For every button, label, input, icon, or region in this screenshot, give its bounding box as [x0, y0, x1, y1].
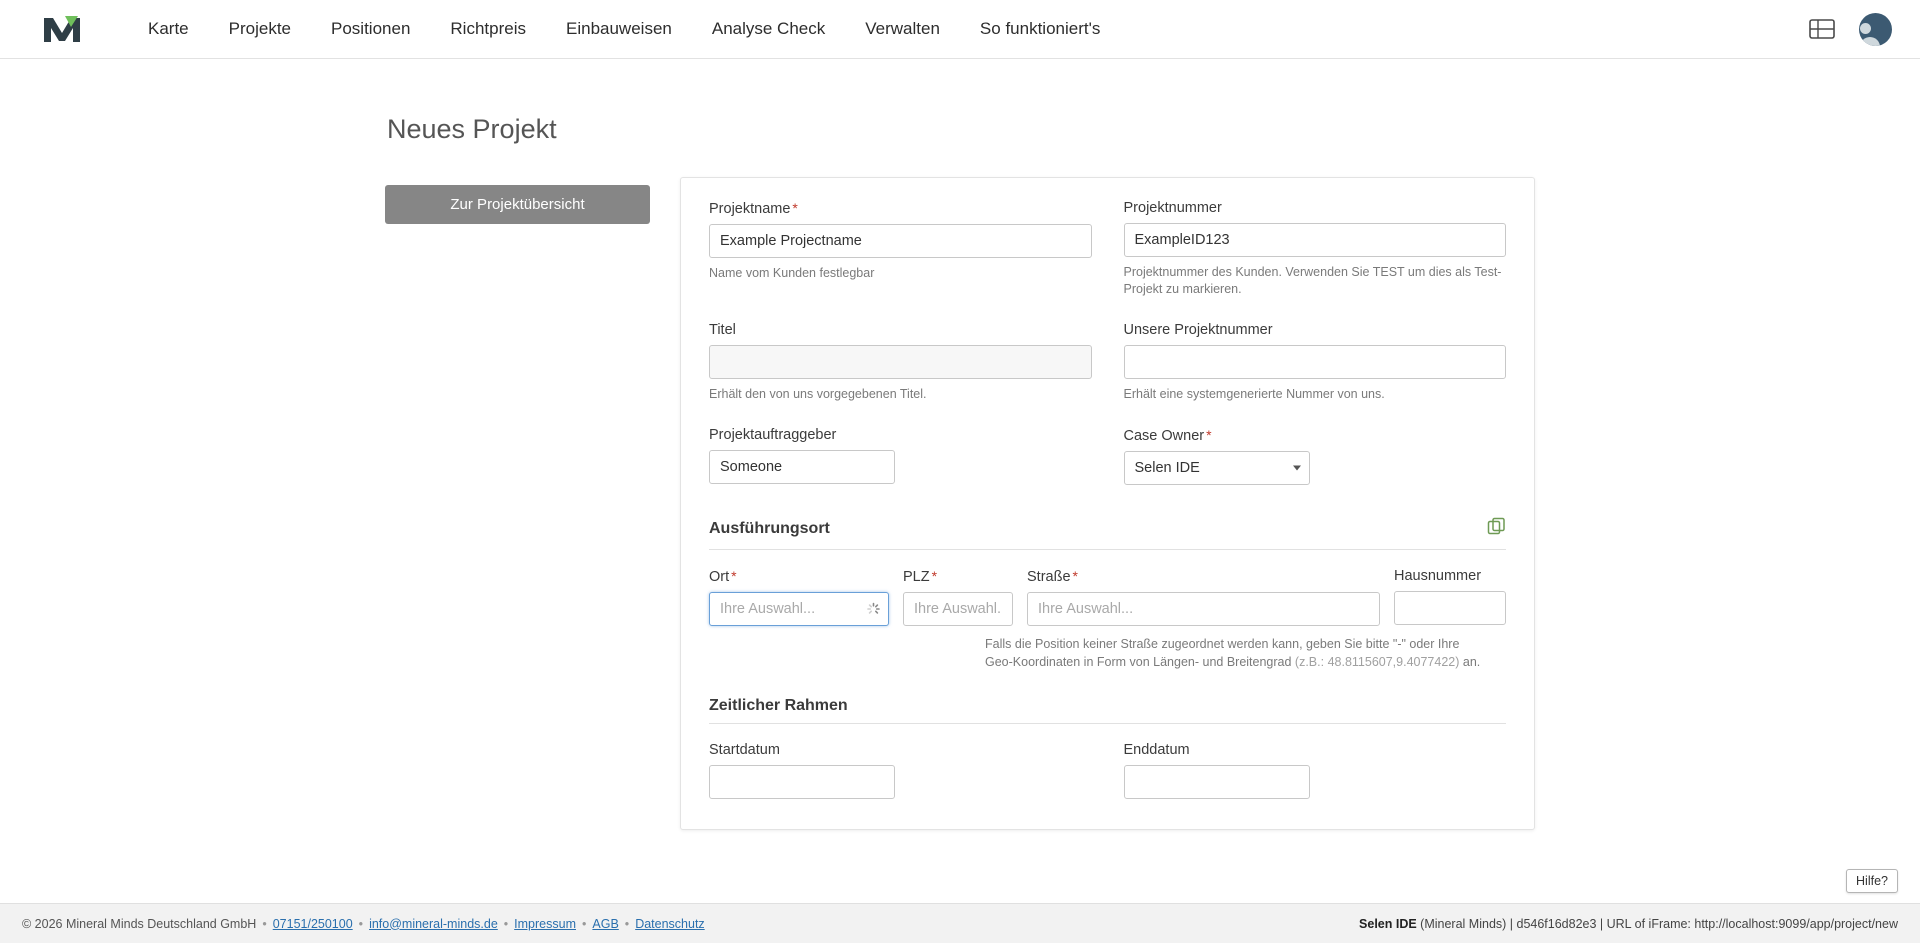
mineral-minds-logo[interactable] [40, 12, 86, 46]
hausnummer-input[interactable] [1394, 591, 1506, 625]
footer-phone-link[interactable]: 07151/250100 [272, 916, 353, 931]
case-owner-selected-value: Selen IDE [1134, 459, 1200, 476]
nav-projekte[interactable]: Projekte [228, 19, 292, 38]
required-marker: * [931, 567, 938, 584]
new-project-form-card [680, 177, 1535, 830]
page-content [385, 59, 1535, 830]
field-unsere-projektnummer [1124, 322, 1507, 403]
case-owner-label [1124, 427, 1507, 444]
unsere-projektnummer-label: Unsere Projektnummer [1123, 321, 1273, 338]
hausnummer-label: Hausnummer [1394, 567, 1482, 584]
zeitlicher-rahmen-section-header [709, 697, 1506, 724]
copy-icon[interactable] [1487, 517, 1506, 541]
nav-richtpreis[interactable]: Richtpreis [450, 19, 526, 38]
footer-separator: • [262, 916, 267, 931]
field-plz [903, 568, 1013, 626]
footer-status [1359, 917, 1898, 931]
sidebar-toggle-icon[interactable] [1807, 14, 1837, 44]
field-titel [709, 322, 1092, 403]
strasse-label-text: Straße [1027, 568, 1071, 585]
page-footer [0, 903, 1920, 943]
ort-label [709, 568, 889, 585]
field-projektname [709, 200, 1092, 298]
user-avatar-icon[interactable] [1859, 13, 1892, 46]
unsere-projektnummer-help: Erhält eine systemgenerierte Nummer von uns. [1123, 386, 1385, 401]
footer-copyright: © 2026 Mineral Minds Deutschland GmbH [22, 916, 257, 931]
startdatum-label: Startdatum [709, 741, 780, 758]
topbar-right-actions [1807, 13, 1892, 46]
footer-email-link[interactable]: info@mineral-minds.de [369, 916, 498, 931]
form-row-3 [709, 427, 1506, 491]
nav-einbauweisen[interactable]: Einbauweisen [566, 19, 672, 38]
enddatum-label: Enddatum [1123, 741, 1190, 758]
field-projektauftraggeber [709, 427, 1092, 485]
strasse-help-example: (z.B.: 48.8115607,9.4077422) [1294, 654, 1460, 669]
projektauftraggeber-label: Projektauftraggeber [709, 426, 837, 443]
projektname-label [709, 200, 1092, 217]
help-badge[interactable]: Hilfe? [1846, 869, 1898, 893]
required-marker: * [792, 200, 798, 216]
ort-label-text: Ort [709, 568, 730, 585]
nav-positionen[interactable]: Positionen [331, 19, 411, 38]
plz-label-text: PLZ [903, 568, 930, 585]
footer-datenschutz-link[interactable]: Datenschutz [635, 916, 705, 931]
nav-verwalten[interactable]: Verwalten [865, 19, 940, 38]
footer-status-details: (Mineral Minds) | d546f16d82e3 | URL of iFrame: http://localhost:9099/app/project/new [1416, 916, 1898, 931]
required-marker: * [731, 567, 737, 584]
plz-input[interactable] [903, 592, 1013, 626]
footer-separator: • [358, 916, 364, 931]
footer-impressum-link[interactable]: Impressum [514, 916, 576, 931]
strasse-input[interactable] [1027, 592, 1380, 626]
address-row [709, 568, 1506, 626]
titel-input[interactable] [709, 345, 1092, 379]
case-owner-select[interactable] [1124, 451, 1310, 485]
left-column [385, 177, 650, 224]
required-marker: * [1206, 426, 1212, 443]
projektnummer-help: Projektnummer des Kunden. Verwenden Sie TEST um dies als Test-Projekt zu markieren. [1123, 265, 1502, 296]
field-hausnummer [1394, 568, 1506, 626]
ausfuehrungsort-title: Ausführungsort [709, 519, 830, 537]
strasse-label [1027, 568, 1380, 585]
titel-label: Titel [709, 321, 736, 338]
zeitlicher-rahmen-title: Zeitlicher Rahmen [709, 696, 848, 714]
nav-karte[interactable]: Karte [148, 19, 189, 38]
startdatum-input[interactable] [709, 765, 895, 799]
field-projektnummer [1124, 200, 1507, 298]
project-overview-button[interactable]: Zur Projektübersicht [385, 185, 650, 224]
enddatum-input[interactable] [1124, 765, 1310, 799]
footer-status-user: Selen IDE [1359, 916, 1417, 931]
case-owner-label-text: Case Owner [1123, 427, 1205, 444]
field-startdatum [709, 742, 1092, 799]
required-marker: * [1072, 567, 1078, 584]
projektname-help: Name vom Kunden festlegbar [709, 266, 875, 280]
footer-separator: • [582, 916, 587, 931]
strasse-help-part1: Falls die Position keiner Straße zugeordnet werden kann, geben Sie bitte "-" oder Ihre Geo-Koordinaten in Form von Längen- und Breitengrad [985, 636, 1460, 669]
field-strasse [1027, 568, 1380, 626]
ort-input[interactable] [709, 592, 889, 626]
strasse-help-part2: an. [1459, 654, 1481, 669]
loading-spinner-icon [867, 602, 880, 615]
chevron-down-icon [1293, 465, 1301, 470]
titel-help: Erhält den von uns vorgegebenen Titel. [709, 386, 927, 401]
form-row-1 [709, 200, 1506, 304]
field-enddatum [1124, 742, 1507, 799]
field-ort [709, 568, 889, 626]
nav-so-funktionierts[interactable]: So funktioniert's [979, 19, 1101, 38]
nav-analyse-check[interactable]: Analyse Check [711, 19, 826, 38]
unsere-projektnummer-input[interactable] [1124, 345, 1507, 379]
footer-separator: • [624, 916, 630, 931]
projektnummer-label: Projektnummer [1123, 200, 1222, 216]
top-navigation-bar [0, 0, 1920, 59]
footer-separator: • [503, 916, 509, 931]
projektnummer-input[interactable] [1124, 223, 1507, 257]
ausfuehrungsort-section-header [709, 517, 1506, 550]
projektname-input[interactable] [709, 224, 1092, 258]
page-title: Neues Projekt [387, 114, 557, 144]
projektauftraggeber-input[interactable] [709, 450, 895, 484]
field-case-owner [1124, 427, 1507, 485]
main-nav [134, 11, 1120, 47]
footer-agb-link[interactable]: AGB [592, 916, 619, 931]
page-body [0, 59, 1920, 943]
plz-label [903, 568, 1013, 585]
date-row [709, 742, 1506, 799]
strasse-help [985, 635, 1485, 671]
form-row-2 [709, 322, 1506, 409]
projektname-label-text: Projektname [709, 201, 791, 217]
